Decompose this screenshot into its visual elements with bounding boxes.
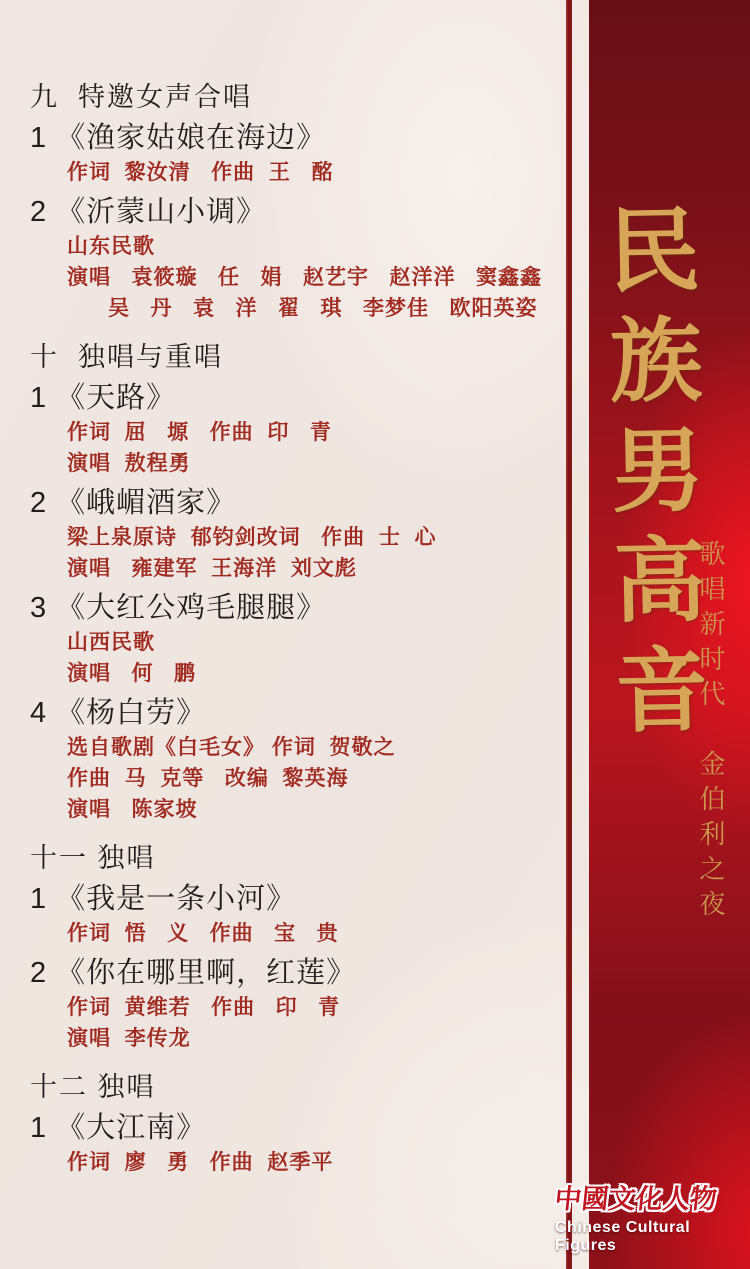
logo-english-text: Chinese Cultural Figures — [555, 1219, 691, 1254]
song-credit: 演唱 袁筱璇 任 娟 赵艺宇 赵洋洋 窦鑫鑫 — [67, 266, 543, 289]
song-entry — [30, 121, 556, 186]
song-credit: 演唱 陈家坡 — [67, 798, 198, 821]
banner-calligraphy-title: 民族男高音 — [594, 201, 706, 753]
logo-chinese-text: 中國文化人物 — [553, 1184, 719, 1214]
song-title: 2 《峨嵋酒家》 — [30, 487, 237, 519]
song-entry — [30, 591, 556, 687]
song-entry — [30, 195, 556, 322]
song-credit: 作曲 马 克等 改编 黎英海 — [67, 767, 349, 790]
side-banner-panel — [553, 0, 750, 1269]
song-entry — [30, 486, 556, 582]
program-section-9 — [30, 82, 556, 322]
section-heading: 十二 独唱 — [30, 1072, 156, 1102]
song-title: 3 《大红公鸡毛腿腿》 — [30, 592, 327, 624]
song-credit: 演唱 雍建军 王海洋 刘文彪 — [67, 557, 357, 580]
song-credit: 山西民歌 — [67, 631, 155, 654]
section-heading: 九 特邀女声合唱 — [30, 82, 253, 112]
song-credit: 选自歌剧《白毛女》 作词 贺敬之 — [67, 736, 396, 759]
song-credit: 演唱 敖程勇 — [67, 452, 191, 475]
song-credit: 演唱 何 鹏 — [67, 662, 197, 685]
song-title: 2 《你在哪里啊，红莲》 — [30, 957, 357, 989]
section-heading: 十一 独唱 — [30, 843, 156, 873]
song-title: 2 《沂蒙山小调》 — [30, 196, 267, 228]
vertical-divider-line — [566, 0, 572, 1269]
song-credit: 演唱 李传龙 — [67, 1027, 191, 1050]
song-entry — [30, 956, 556, 1052]
song-credit: 作词 黎汝清 作曲 王 酩 — [67, 161, 334, 184]
program-section-12 — [30, 1072, 556, 1176]
song-entry — [30, 696, 556, 823]
program-section-11 — [30, 843, 556, 1052]
song-title: 4 《杨白劳》 — [30, 697, 207, 729]
program-section-10 — [30, 342, 556, 823]
song-entry — [30, 381, 556, 477]
song-credit: 作词 黄维若 作曲 印 青 — [67, 996, 341, 1019]
song-entry — [30, 882, 556, 947]
song-title: 1 《渔家姑娘在海边》 — [30, 122, 327, 154]
song-credit: 作词 屈 塬 作曲 印 青 — [67, 421, 332, 444]
song-credit: 作词 悟 义 作曲 宝 贵 — [67, 922, 339, 945]
song-credit-continuation: 吴 丹 袁 洋 翟 琪 李梦佳 欧阳英姿 — [108, 297, 538, 320]
song-entry — [30, 1111, 556, 1176]
song-title: 1 《大江南》 — [30, 1112, 207, 1144]
song-credit: 梁上泉原诗 郁钧剑改词 作曲 士 心 — [67, 526, 437, 549]
song-credit: 作词 廖 勇 作曲 赵季平 — [67, 1151, 334, 1174]
organization-logo — [555, 1177, 745, 1255]
song-title: 1 《天路》 — [30, 382, 177, 414]
section-heading: 十 独唱与重唱 — [30, 342, 224, 372]
song-title: 1 《我是一条小河》 — [30, 883, 297, 915]
banner-subtitle: 歌唱新时代 金伯利之夜 — [696, 540, 726, 925]
song-credit: 山东民歌 — [67, 235, 155, 258]
